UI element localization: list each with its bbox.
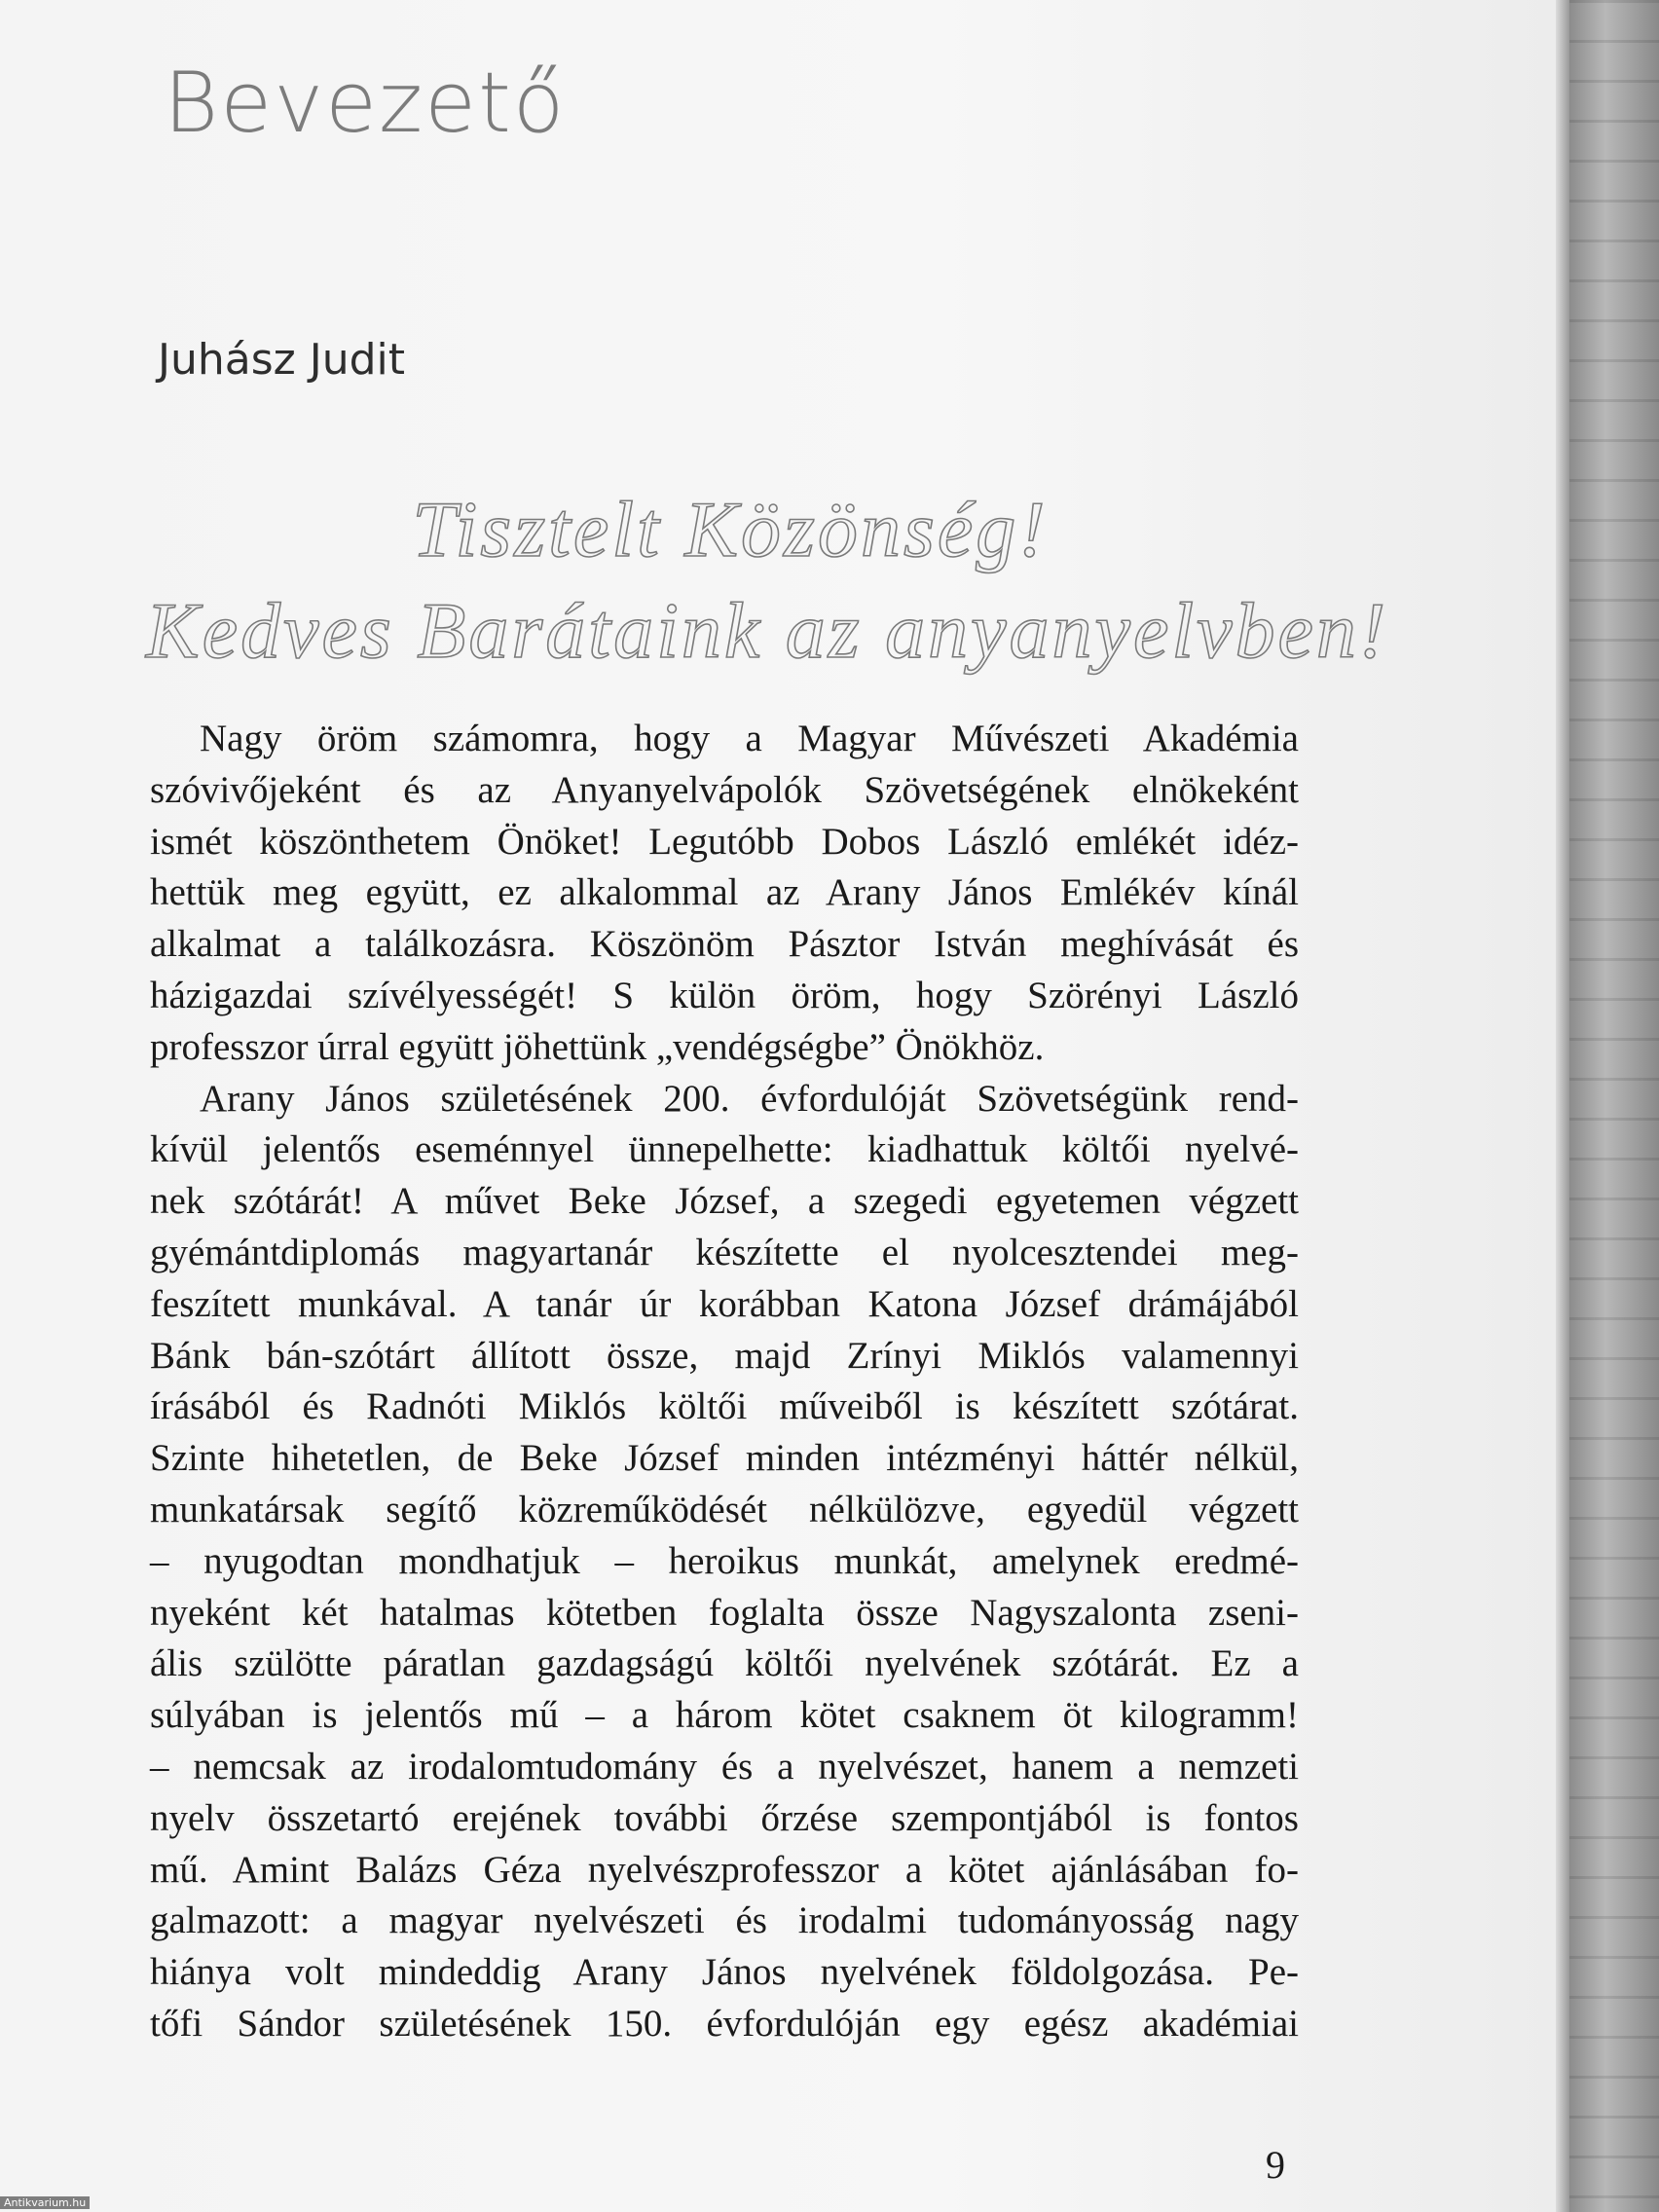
text-line: – nyugodtan mondhatjuk – heroikus munkát, amelynek eredmé-	[150, 1539, 1299, 1582]
salutation	[146, 479, 1389, 682]
watermark: Antikvarium.hu	[0, 2196, 90, 2209]
text-line: ismét köszönthetem Önöket! Legutóbb Dobos László emlékét idéz-	[150, 820, 1299, 863]
salutation-line: Tisztelt Közönség!	[412, 485, 1049, 573]
text-line: nyeként két hatalmas kötetben foglalta össze Nagyszalonta zseni-	[150, 1591, 1299, 1634]
body-text	[150, 714, 1299, 2050]
text-line: Arany János születésének 200. évfordulóját Szövetségünk rend-	[200, 1077, 1299, 1120]
text-line: feszített munkával. A tanár úr korábban Katona József drámájából	[150, 1282, 1299, 1325]
page-edge-shadow	[1556, 0, 1569, 2212]
text-line: hettük meg együtt, ez alkalommal az Arany János Emlékév kínál	[150, 871, 1299, 914]
text-line: mű. Amint Balázs Géza nyelvészprofesszor a kötet ajánlásában fo-	[150, 1848, 1299, 1891]
text-line: professzor úrral együtt jöhettünk „vendégségbe” Önökhöz.	[150, 1025, 1045, 1068]
text-line: házigazdai szívélyességét! S külön öröm, hogy Szörényi László	[150, 974, 1299, 1016]
text-line: – nemcsak az irodalomtudomány és a nyelvészet, hanem a nemzeti	[150, 1745, 1299, 1788]
text-line: munkatársak segítő közreműködését nélkülözve, egyedül végzett	[150, 1488, 1299, 1530]
text-line: galmazott: a magyar nyelvészeti és irodalmi tudományosság nagy	[150, 1899, 1299, 1942]
page-number: 9	[1266, 2143, 1285, 2187]
text-line: szóvivőjeként és az Anyanyelvápolók Szövetségének elnökeként	[150, 768, 1299, 811]
text-line: Nagy öröm számomra, hogy a Magyar Művészeti Akadémia	[200, 718, 1299, 759]
text-line: Szinte hihetetlen, de Beke József minden intézményi háttér nélkül,	[150, 1437, 1299, 1480]
text-line: tőfi Sándor születésének 150. évfordulóján egy egész akadémiai	[150, 2002, 1299, 2045]
text-line: nek szótárát! A művet Beke József, a szegedi egyetemen végzett	[150, 1180, 1299, 1223]
text-line: ális szülötte páratlan gazdagságú költői nyelvének szótárát. Ez a	[150, 1642, 1299, 1685]
text-line: írásából és Radnóti Miklós költői műveiből is készített szótárat.	[150, 1385, 1299, 1428]
chapter-heading: Bevezető	[164, 55, 567, 152]
text-line: Bánk bán-szótárt állított össze, majd Zrínyi Miklós valamennyi	[150, 1334, 1299, 1377]
text-line: nyelv összetartó erejének további őrzése szempontjából is fontos	[150, 1796, 1299, 1839]
text-line: alkalmat a találkozásra. Köszönöm Pásztor István meghívását és	[150, 923, 1299, 966]
text-line: súlyában is jelentős mű – a három kötet csaknem öt kilogramm!	[150, 1694, 1299, 1737]
author-name: Juhász Judit	[158, 335, 405, 385]
text-line: kívül jelentős eseménnyel ünnepelhette: kiadhattuk költői nyelvé-	[150, 1128, 1299, 1171]
background-surface	[1569, 0, 1659, 2212]
text-line: gyémántdiplomás magyartanár készítette el nyolcesztendei meg-	[150, 1231, 1299, 1273]
text-line: hiánya volt mindeddig Arany János nyelvének földolgozása. Pe-	[150, 1951, 1299, 1994]
salutation-line: Kedves Barátaink az anyanyelvben!	[146, 586, 1389, 675]
